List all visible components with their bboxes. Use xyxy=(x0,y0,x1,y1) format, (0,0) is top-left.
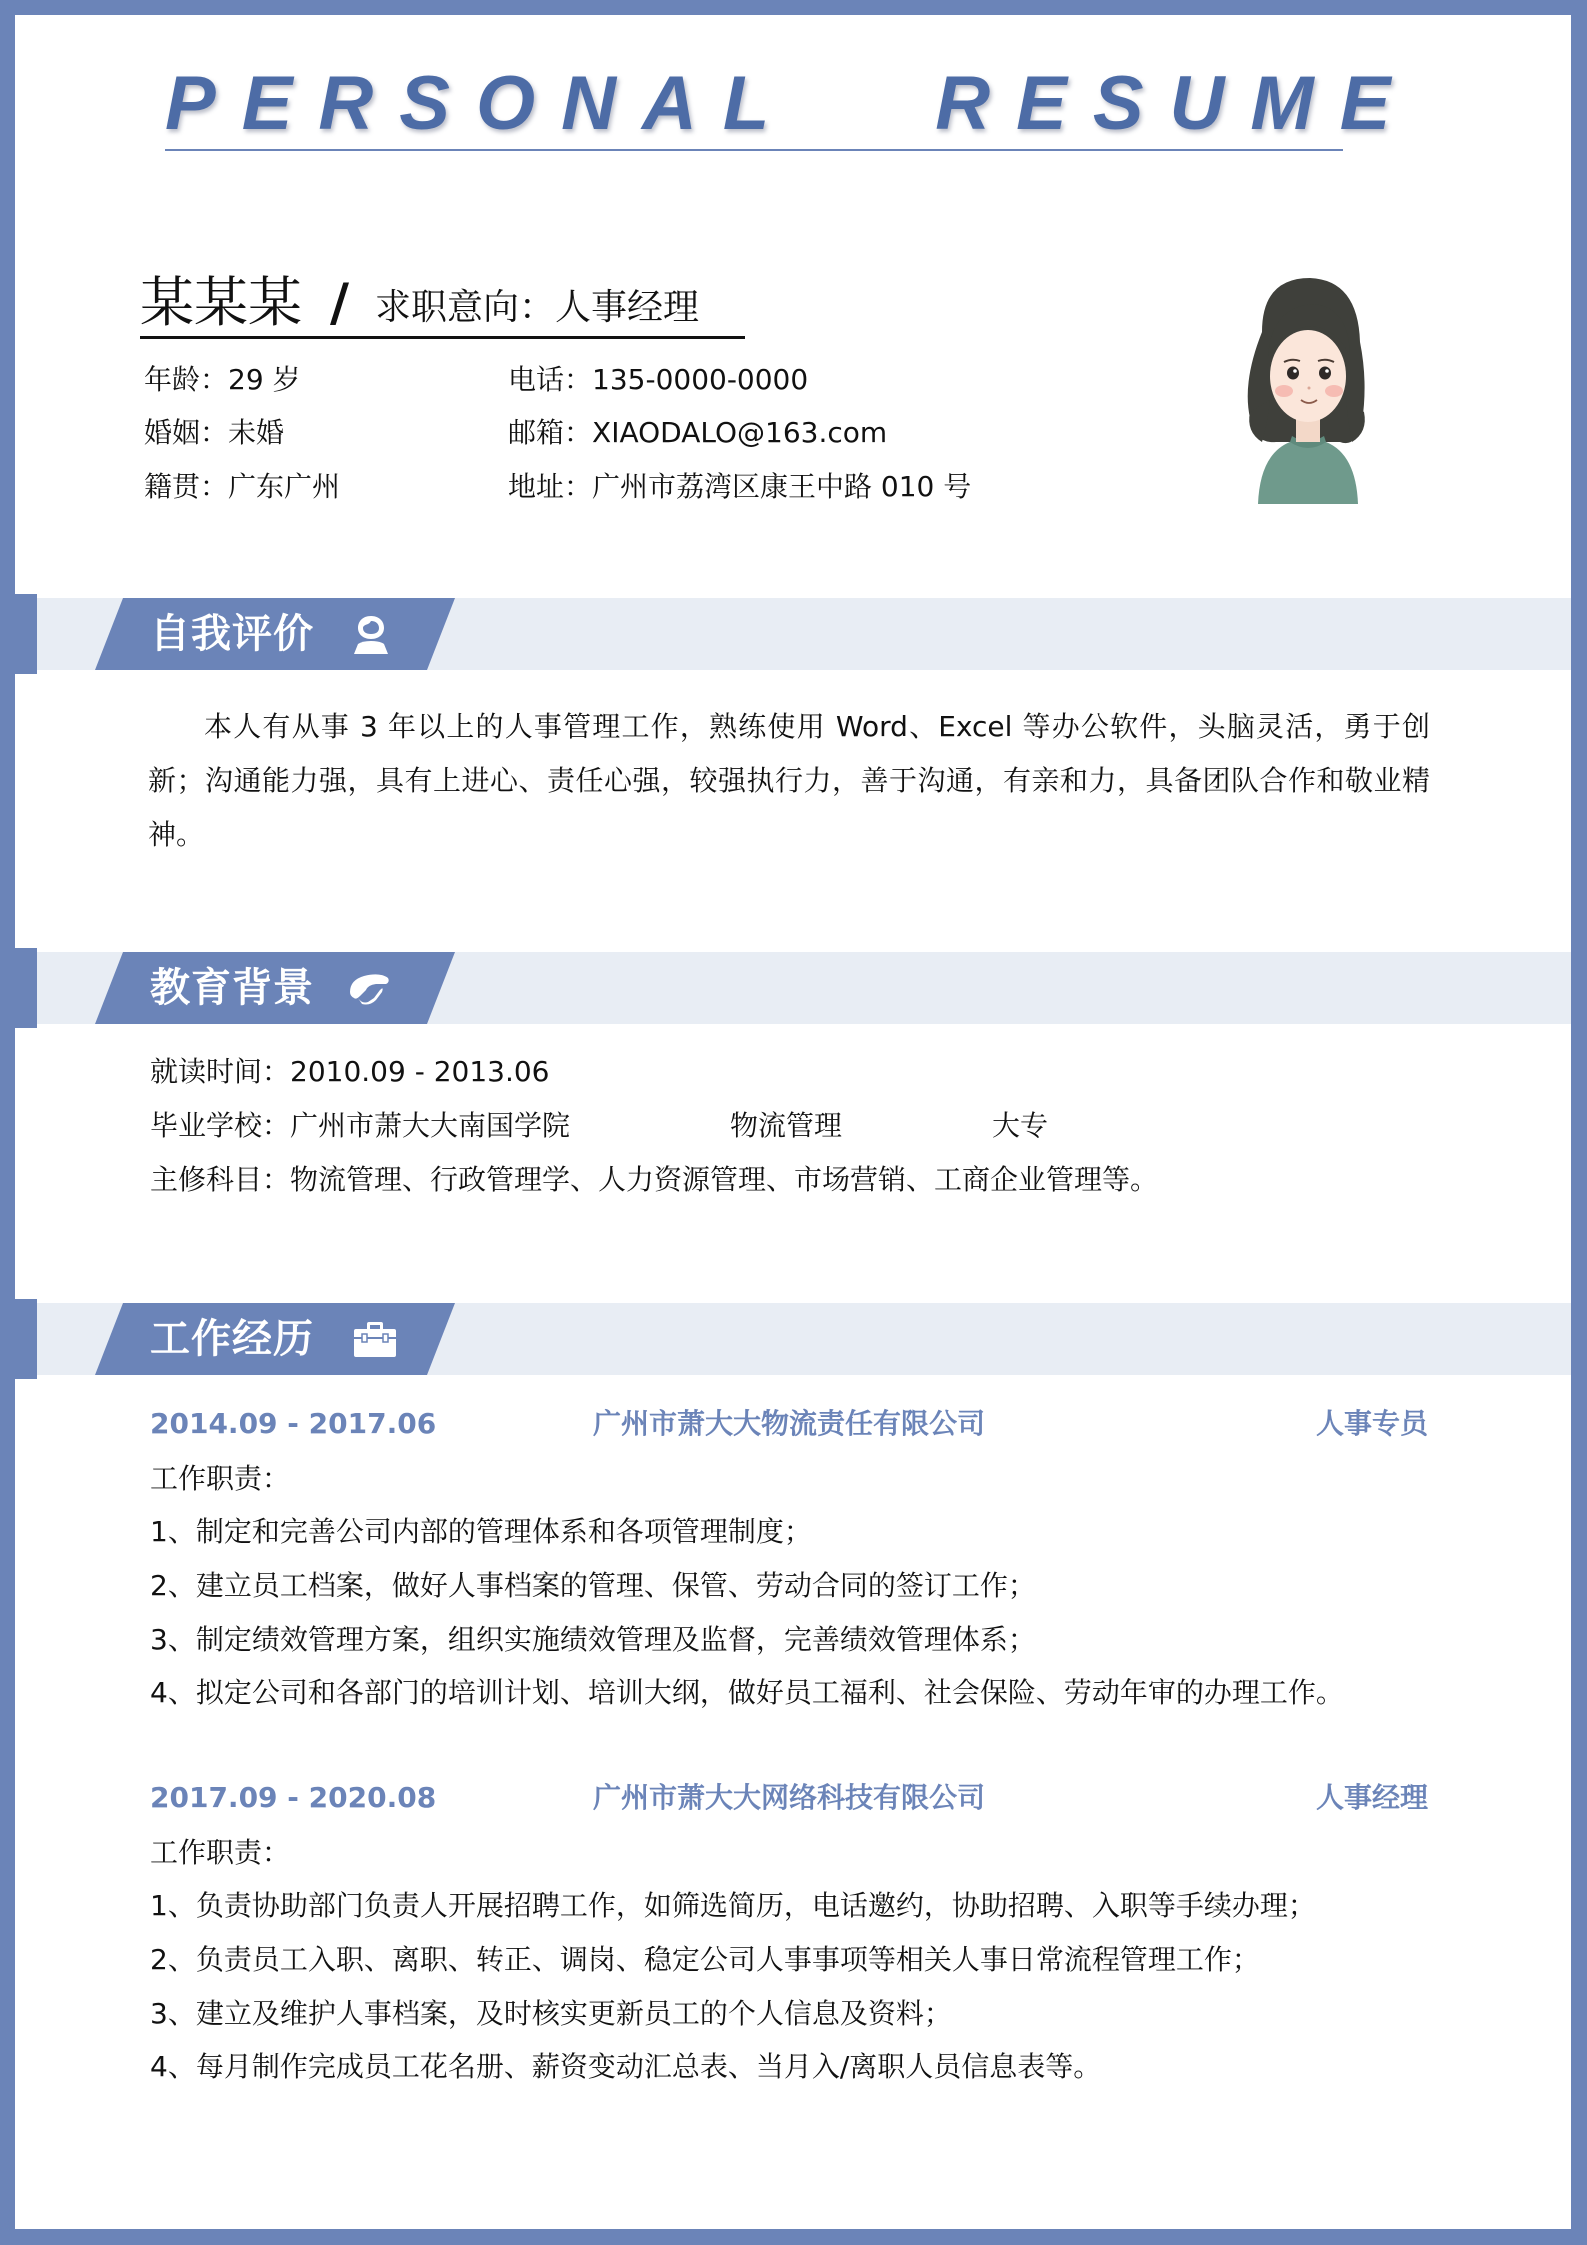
job-header xyxy=(150,1780,1428,1816)
job-company: 广州市萧大大网络科技有限公司 xyxy=(592,1781,985,1814)
duty-item: 1、制定和完善公司内部的管理体系和各项管理制度； xyxy=(150,1515,812,1548)
info-email xyxy=(508,415,887,451)
handshake-icon xyxy=(346,968,392,1008)
info-address xyxy=(508,469,971,505)
info-age xyxy=(144,362,301,398)
duty-item: 2、建立员工档案，做好人事档案的管理、保管、劳动合同的签订工作； xyxy=(150,1569,1036,1602)
info-value: 135-0000-0000 xyxy=(592,363,809,396)
self-evaluation-text: 本人有从事 3 年以上的人事管理工作，熟练使用 Word、Excel 等办公软件，头脑灵活，勇于创新；沟通能力强，具有上进心、责任心强，较强执行力，善于沟通，有亲和力，具备团队合作和敬业精神。 xyxy=(148,710,1430,851)
info-phone xyxy=(508,362,808,398)
section-left-stub xyxy=(15,594,37,674)
avatar xyxy=(1232,272,1382,504)
duty-item: 4、每月制作完成员工花名册、薪资变动汇总表、当月入/离职人员信息表等。 xyxy=(150,2050,1102,2083)
briefcase-icon xyxy=(352,1319,398,1359)
section-header-self-evaluation xyxy=(0,598,1571,670)
section-title: 工作经历 xyxy=(150,1316,314,1362)
field-value: 2010.09 - 2013.06 xyxy=(290,1055,550,1088)
job-period: 2017.09 - 2020.08 xyxy=(150,1781,437,1814)
education-school-row xyxy=(150,1108,570,1144)
info-label: 邮箱： xyxy=(508,416,593,449)
title-underline xyxy=(165,149,1343,151)
job-role: 人事经理 xyxy=(1315,1781,1428,1814)
duties-label: 工作职责： xyxy=(150,1836,291,1869)
job-period: 2014.09 - 2017.06 xyxy=(150,1407,437,1440)
duty-item: 3、制定绩效管理方案，组织实施绩效管理及监督，完善绩效管理体系； xyxy=(150,1623,1036,1656)
duties-label: 工作职责： xyxy=(150,1462,291,1495)
field-label: 毕业学校： xyxy=(150,1109,291,1142)
job-intent: 求职意向：人事经理 xyxy=(375,287,700,328)
info-label: 电话： xyxy=(508,363,593,396)
duty-item: 2、负责员工入职、离职、转正、调岗、稳定公司人事事项等相关人事日常流程管理工作； xyxy=(150,1943,1260,1976)
education-period xyxy=(150,1054,550,1090)
info-value: 29 岁 xyxy=(228,363,301,396)
school-name: 广州市萧大大南国学院 xyxy=(290,1109,571,1142)
section-title: 自我评价 xyxy=(150,611,314,657)
person-icon xyxy=(348,614,394,654)
job-header xyxy=(150,1406,1428,1442)
cartoon-girl-avatar-icon xyxy=(1232,272,1382,504)
info-value: 广州市荔湾区康王中路 010 号 xyxy=(592,470,972,503)
info-value: 广东广州 xyxy=(228,470,341,503)
candidate-name: 某某某 xyxy=(140,271,302,334)
duty-item: 1、负责协助部门负责人开展招聘工作，如筛选简历，电话邀约，协助招聘、入职等手续办理； xyxy=(150,1889,1316,1922)
info-label: 年龄： xyxy=(144,363,229,396)
field-label: 主修科目： xyxy=(150,1163,291,1196)
name-row xyxy=(140,268,745,339)
resume-title: PERSONAL RESUME xyxy=(165,61,1417,146)
info-value: 未婚 xyxy=(228,416,285,449)
info-label: 籍贯： xyxy=(144,470,229,503)
section-left-stub xyxy=(15,948,37,1028)
duty-item: 4、拟定公司和各部门的培训计划、培训大纲，做好员工福利、社会保险、劳动年审的办理工作。 xyxy=(150,1676,1344,1709)
duty-item: 3、建立及维护人事档案，及时核实更新员工的个人信息及资料； xyxy=(150,1997,952,2030)
name-separator: / xyxy=(330,273,349,333)
section-title: 教育背景 xyxy=(150,965,314,1011)
section-header-education xyxy=(0,952,1571,1024)
info-hometown xyxy=(144,469,340,505)
education-major: 物流管理 xyxy=(730,1109,843,1142)
education-degree: 大专 xyxy=(992,1109,1049,1142)
education-courses xyxy=(150,1162,1158,1198)
info-label: 地址： xyxy=(508,470,593,503)
info-label: 婚姻： xyxy=(144,416,229,449)
field-value: 物流管理、行政管理学、人力资源管理、市场营销、工商企业管理等。 xyxy=(290,1163,1159,1196)
section-header-work xyxy=(0,1303,1571,1375)
info-marital xyxy=(144,415,284,451)
section-left-stub xyxy=(15,1299,37,1379)
field-label: 就读时间： xyxy=(150,1055,291,1088)
job-role: 人事专员 xyxy=(1315,1407,1428,1440)
email-link[interactable]: XIAODALO@163.com xyxy=(592,416,888,449)
job-company: 广州市萧大大物流责任有限公司 xyxy=(592,1407,985,1440)
